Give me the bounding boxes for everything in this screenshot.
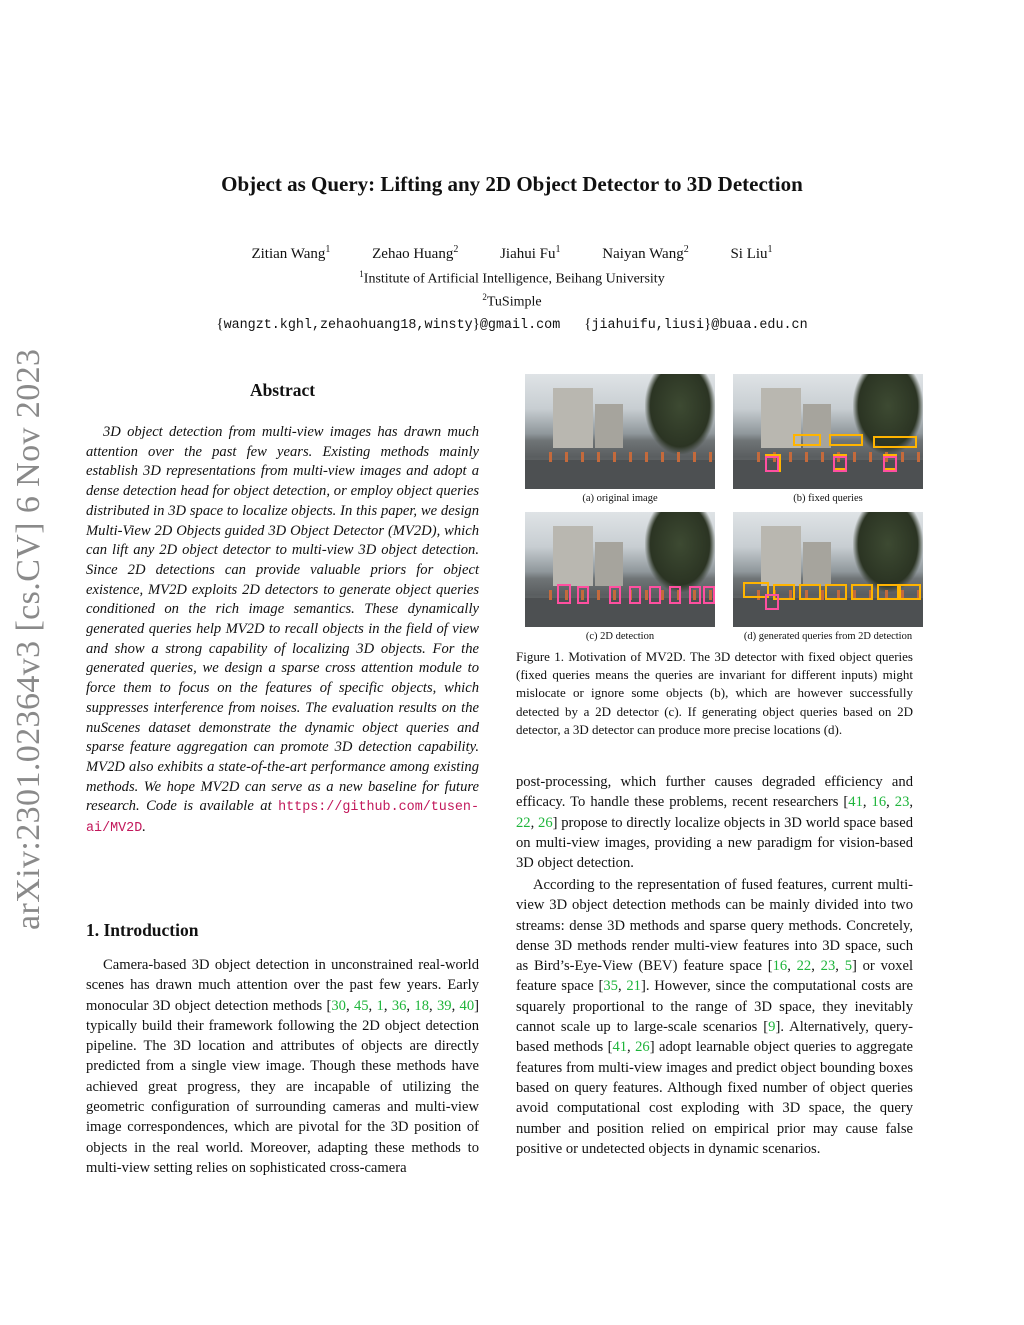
figure-panel-image bbox=[525, 512, 715, 627]
citation-link[interactable]: 21 bbox=[626, 978, 641, 995]
affiliation-1: $^1$Institute of Artificial Intelligence, Beihang University bbox=[359, 269, 665, 287]
detection-box bbox=[899, 584, 921, 600]
author: Jiahui Fu$^1$ bbox=[500, 244, 561, 262]
figure-panel-label: (b) fixed queries bbox=[793, 493, 863, 504]
figure-panel-image bbox=[733, 374, 923, 489]
citation-link[interactable]: 22 bbox=[516, 814, 531, 831]
detection-box bbox=[765, 456, 779, 472]
citation-link[interactable]: 18 bbox=[414, 997, 429, 1014]
detection-box bbox=[829, 434, 863, 446]
paper-title: Object as Query: Lifting any 2D Object Detector to 3D Detection bbox=[221, 172, 803, 196]
citation-link[interactable]: 16 bbox=[871, 794, 887, 811]
figure-panel-label: (d) generated queries from 2D detection bbox=[743, 631, 913, 642]
citation-link[interactable]: 36 bbox=[391, 997, 407, 1014]
citation-link[interactable]: 23 bbox=[894, 794, 910, 811]
citation-link[interactable]: 30 bbox=[331, 997, 346, 1014]
figure-panel-image bbox=[525, 374, 715, 489]
detection-box bbox=[825, 584, 847, 600]
author: Zehao Huang$^2$ bbox=[372, 244, 459, 262]
citation-link[interactable]: 39 bbox=[436, 997, 452, 1014]
detection-box bbox=[669, 586, 681, 604]
author: Naiyan Wang$^2$ bbox=[602, 244, 689, 262]
detection-box bbox=[833, 456, 847, 472]
author-list bbox=[0, 244, 1024, 263]
affiliation-2: $^2$TuSimple bbox=[482, 292, 542, 310]
code-link[interactable]: https://github.com/tusen-ai/MV2D bbox=[86, 800, 479, 837]
detection-box bbox=[851, 584, 873, 600]
figure-1 bbox=[525, 374, 925, 646]
detection-box bbox=[883, 456, 897, 472]
detection-box bbox=[557, 584, 571, 604]
section-heading-introduction: 1. Introduction bbox=[86, 920, 199, 940]
detection-box bbox=[577, 586, 589, 604]
detection-box bbox=[703, 586, 715, 604]
detection-box bbox=[799, 584, 821, 600]
author: Zitian Wang$^1$ bbox=[251, 244, 331, 262]
detection-box bbox=[689, 586, 701, 604]
author: Si Liu$^1$ bbox=[730, 244, 773, 262]
citation-link[interactable]: 40 bbox=[459, 997, 475, 1014]
citation-link[interactable]: 5 bbox=[844, 958, 852, 975]
figure-panel-image bbox=[733, 512, 923, 627]
intro-paragraph-1: Camera-based 3D object detection in unconstrained real-world scenes has drawn much attention over the past few years. Early monocular 3D object detection methods [30, 45, 1, 36, 18, 39, 40] typically build their framework following the 2D object detection pipeline. The 3D location and attributes of objects are directly predicted from a single view image. Though these methods have achieved great progress, they are incapable of utilizing the geometric configuration of surrounding cameras and multi-view image correspondences, which are pivotal for the 3D position of objects in the real world. Moreover, adapting these methods to multi-view setting relies on sophisticated cross-camera bbox=[86, 957, 480, 1176]
email-group[interactable]: {jiahuifu,liusi}@buaa.edu.cn bbox=[584, 316, 808, 333]
citation-link[interactable]: 22 bbox=[796, 958, 812, 975]
citation-link[interactable]: 41 bbox=[848, 794, 863, 811]
citation-link[interactable]: 16 bbox=[772, 958, 788, 975]
email-list bbox=[0, 316, 1024, 333]
detection-box bbox=[629, 586, 641, 604]
citation-link[interactable]: 26 bbox=[538, 814, 553, 831]
figure-caption: Figure 1. Motivation of MV2D. The 3D detector with fixed object queries (fixed queries means the queries are invariant for different inputs) might mislocate or ignore some objects (b), which are however successfully detected by a 2D detector (c). If generating object queries based on 2D detector, a 3D detector can produce more precise locations (d). bbox=[516, 649, 913, 737]
citation-link[interactable]: 1 bbox=[376, 997, 384, 1014]
figure-panel-label: (a) original image bbox=[582, 493, 658, 504]
detection-box bbox=[765, 594, 779, 610]
figure-panel-label: (c) 2D detection bbox=[585, 631, 655, 642]
abstract-heading: Abstract bbox=[249, 380, 316, 400]
citation-link[interactable]: 9 bbox=[768, 1019, 776, 1036]
citation-link[interactable]: 41 bbox=[612, 1039, 628, 1056]
intro-paragraph-2: post-processing, which further causes degraded efficiency and efficacy. To handle these problems, recent researchers [41, 16, 23, 22, 26] propose to directly localize objects in 3D world space based on multi-view images, providing a new paradigm for vision-based 3D object detection. bbox=[516, 774, 914, 872]
citation-link[interactable]: 26 bbox=[635, 1039, 650, 1056]
email-group[interactable]: {wangzt.kghl,zehaohuang18,winsty}@gmail.com bbox=[216, 316, 561, 333]
citation-link[interactable]: 45 bbox=[353, 997, 369, 1014]
abstract-text: 3D object detection from multi-view images has drawn much attention over the past few years. Existing methods mainly establish 3D representations from multi-view images and adopt a dense detection head for object detection, or employ object queries distributed in 3D space to localize objects. In this paper, we design Multi-View 2D Objects guided 3D Object Detector (MV2D), which can lift any 2D object detector to multi-view 3D object detection. Since 2D detections can provide valuable priors for object existence, MV2D exploits 2D detectors to generate object queries conditioned on the rich image semantics. These dynamically generated queries help MV2D to recall objects in the field of view and show a strong capability of localizing 3D objects. For the generated queries, we design a sparse cross attention module to force them to focus on the features of specific objects, which suppresses interference from noises. The evaluation results on the nuScenes dataset demonstrate the dynamic object queries and sparse feature aggregation can promote 3D detection capability. MV2D also exhibits a state-of-the-art performance among existing methods. We hope MV2D can serve as a new baseline for future research. Code is available at https://github.com/tusen-ai/MV2D. bbox=[86, 424, 479, 837]
citation-link[interactable]: 35 bbox=[603, 978, 618, 995]
detection-box bbox=[793, 434, 821, 446]
detection-box bbox=[873, 436, 917, 448]
detection-box bbox=[877, 584, 899, 600]
detection-box bbox=[609, 586, 621, 604]
intro-paragraph-3: According to the representation of fused features, current multi-view 3D object detection methods can be mainly divided into two streams: dense 3D methods and sparse query methods. Concretely, dense 3D methods render multi-view features into 3D space, such as Bird’s-Eye-View (BEV) feature space [16, 22, 23, 5] or voxel feature space [35, 21]. However, since the computational costs are squarely proportional to the range of 3D space, they inevitably cannot scale up to large-scale scenarios [9]. Alternatively, query-based methods [41, 26] adopt learnable object queries to aggregate features from multi-view images and predict object bounding boxes based on query features. Although fixed number of object queries avoid computational cost exploding with 3D space, the query number and position relied on empirical prior may cause false positive or undetected objects in dynamic scenarios. bbox=[516, 877, 914, 1157]
citation-link[interactable]: 23 bbox=[820, 958, 836, 975]
detection-box bbox=[649, 586, 661, 604]
